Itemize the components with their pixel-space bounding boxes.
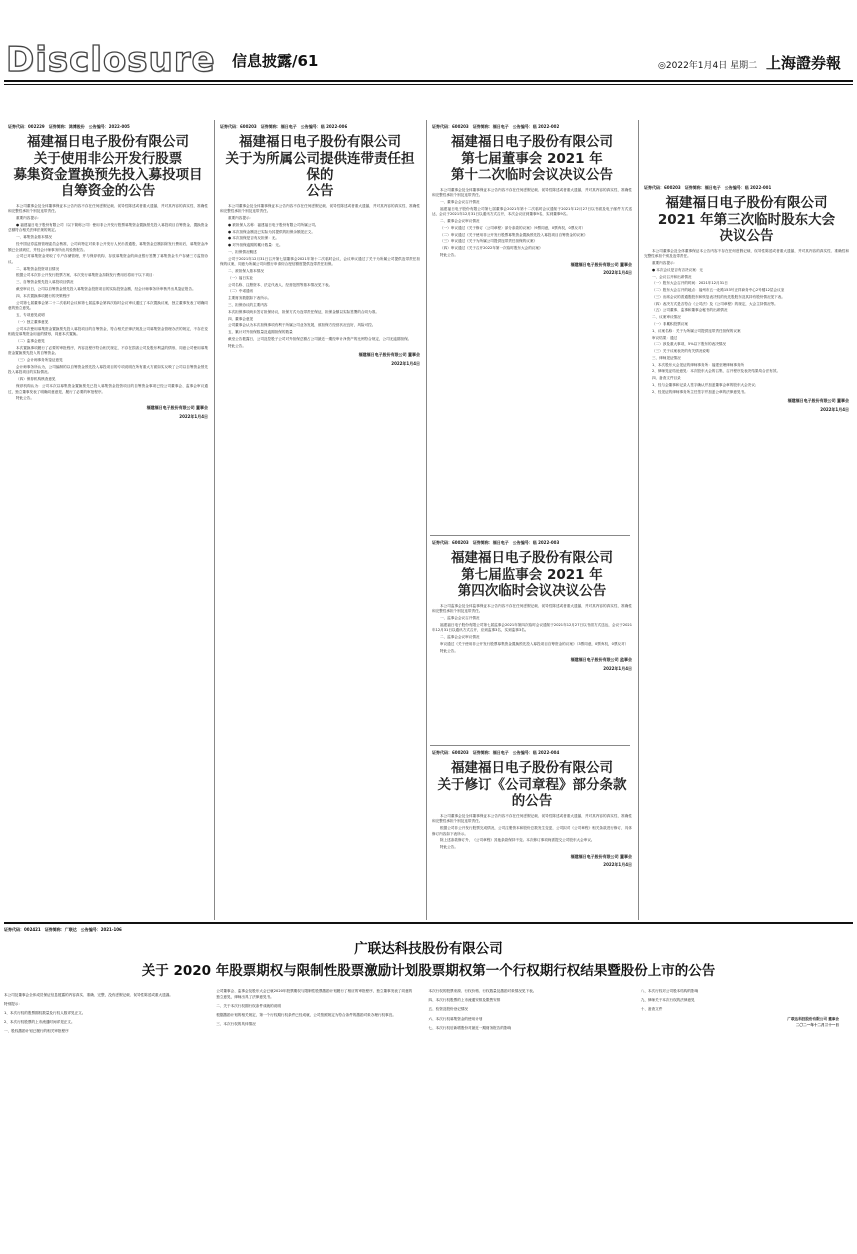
paragraph: 二、关于本次行权期行权条件成就的说明 (216, 1003, 281, 1008)
notice-meta: 证券代码：600203 证券简称：福日电子 公告编号：临 2022-002 (432, 124, 560, 129)
paragraph: （一）非累积投票议案 (652, 322, 688, 326)
paragraph: 本次置换事项履行了必要的审批程序，内容及程序符合相关规定，不存在损害公司及股东利益的情形，同意公司使用募集资金置换预先投入的自筹资金。 (8, 345, 208, 356)
paragraph: 五、累计对外担保数量及逾期担保的数量 (228, 330, 293, 335)
paragraph: ● 本次会议是否有否决议案：无 (652, 267, 703, 272)
notice-company: 福建福日电子股份有限公司 (239, 133, 401, 150)
notice-body (220, 204, 420, 350)
paragraph: 六、本次行权募集资金的使用计划 (428, 1016, 483, 1021)
notice-signature: 福建福日电子股份有限公司 董事会 (570, 853, 632, 859)
paragraph: 十、备查文件 (640, 1007, 663, 1012)
notice-stock-option-exercise (4, 927, 853, 1249)
paragraph: 公司本次使用募集资金置换预先投入募投项目的自筹资金，符合相关法律法规及公司募集资金管理办法的规定，不存在变相改变募集资金用途的情形，同意本次置换。 (8, 326, 208, 337)
notice-signature: 福建福日电子股份有限公司 董事会 (787, 398, 849, 404)
title-line: 第七届监事会 2021 年 (461, 566, 603, 583)
paragraph: （一）股东大会召开的时间：2021年12月31日 (652, 281, 728, 286)
paragraph: 本公司董事会及全体董事保证本公告内容不存在任何虚假记载、误导性陈述或者重大遗漏，并对其内容的真实性、准确性和完整性承担个别及连带责任。 (8, 203, 208, 214)
paragraph: 会计师事务所认为，公司编制的以自筹资金预先投入募投项目的专项说明在所有重大方面如实反映了公司以自筹资金预先投入募投项目的实际情况。 (8, 364, 208, 375)
title-line: 关于修订《公司章程》部分条款的公告 (437, 776, 627, 809)
notice-title (432, 151, 632, 183)
paragraph: 特别提示： (4, 1001, 22, 1006)
paragraph: 特此公告。 (440, 253, 458, 258)
notice-date: 二〇二一年十二月三十一日 (795, 1022, 839, 1027)
title-line: 第四次临时会议决议公告 (457, 582, 607, 599)
notice-meta: 证券代码：600203 证券简称：福日电子 公告编号：临 2022-006 (220, 124, 348, 129)
paragraph: 八、本次行权对公司股本结构的影响 (640, 989, 699, 993)
paragraph: 审议通过《关于使用非公开发行股票募集资金置换预先投入募投项目自筹资金的议案》（3票同意，0票弃权，0票反对） (440, 641, 629, 646)
paragraph: 特此公告。 (440, 648, 458, 653)
paragraph: （四）表决方式是否符合《公司法》及《公司章程》的规定，大会主持情况等。 (652, 301, 778, 306)
paragraph: 三、担保协议的主要内容 (228, 302, 268, 307)
paragraph: 主要财务数据如下表所示。 (228, 296, 272, 301)
notice-body (432, 604, 632, 655)
paragraph: 经中国证券监督管理委员会核准，公司向特定对象非公开发行人民币普通股，募集资金总额扣除发行费用后，募集资金净额已全部到位，并经会计师事务所出具验资报告。 (8, 241, 208, 252)
notice-title (432, 567, 632, 599)
paragraph: 三、本次行权的具体情况 (216, 1022, 256, 1027)
paragraph: （二）股东大会召开的地点：福州市五一北路153号正祥商务中心2号楼12层会议室 (652, 288, 785, 293)
paragraph: 本公司董事会及全体董事保证本公告内容不存在任何虚假记载、误导性陈述或者重大遗漏，并对其内容的真实性、准确性和完整性承担个别及连带责任。 (644, 248, 849, 259)
paragraph: 本公司监事会及全体监事保证本公告内容不存在任何虚假记载、误导性陈述或者重大遗漏，并对其内容的真实性、准确性和完整性承担个别及连带责任。 (432, 603, 632, 614)
paragraph: 1、议案名称：关于为所属公司提供连带责任担保的议案 (652, 328, 741, 333)
title-line: 募集资金置换预先投入募投项目 (13, 166, 203, 183)
notice-title (220, 151, 420, 199)
column-divider (638, 120, 639, 920)
paragraph: 一、募集资金基本情况 (16, 235, 52, 240)
notice-body (432, 188, 632, 259)
notice-date: 2022年1月4日 (391, 360, 420, 366)
paragraph: 公司名称、注册资本、法定代表人、经营范围等基本情况见下表。 (228, 282, 333, 287)
paragraph: ● 对外担保逾期的累计数量：无。 (228, 243, 283, 248)
title-line: 公告 (306, 182, 334, 199)
title-line: 第七届董事会 2021 年 (461, 150, 603, 167)
paragraph: 截至公告披露日，公司及控股子公司对外担保总额占公司最近一期经审计净资产的比例符合规定，公司无逾期担保。 (228, 336, 412, 341)
paragraph: 五、专项意见说明 (16, 312, 45, 317)
paragraph: 三、自筹资金预先投入募投项目情况 (16, 280, 74, 285)
notice-date: 2022年1月4日 (603, 665, 632, 671)
bottom-section-rule (4, 922, 853, 924)
paragraph: 公司董事会认为本次担保事项有利于所属公司业务发展，被担保方经营状况良好，风险可控。 (228, 323, 376, 328)
paragraph: 公司董事会、监事会及股东大会已就2020年股票期权与限制性股票激励计划履行了相应的审批程序，独立董事发表了同意的独立意见，律师出具了法律意见书。 (216, 989, 413, 999)
notice-meta: 证券代码：002421 证券简称：广联达 公告编号：2021-106 (4, 927, 122, 932)
paragraph: 一、董事会会议召开情况 (440, 199, 480, 204)
paragraph: 二、募集资金投资项目情况 (16, 266, 60, 271)
paragraph: 本公司及董事会全体成员保证信息披露的内容真实、准确、完整，没有虚假记载、误导性陈述或重大遗漏。 (4, 992, 173, 997)
notice-company: 福建福日电子股份有限公司 (451, 759, 613, 776)
title-line: 决议公告 (719, 227, 774, 244)
paragraph: 特此公告。 (440, 845, 458, 850)
title-line: 2021 年第三次临时股东大会 (657, 211, 836, 228)
notice-body-columns (4, 989, 839, 1244)
header-rule-thin (4, 84, 853, 85)
notice-company: 福建福日电子股份有限公司 (451, 549, 613, 566)
paragraph: ● 被担保人名称：福建福日电子股份有限公司所属公司。 (228, 222, 319, 227)
paragraph: 三、律师见证情况 (652, 355, 681, 360)
notice-title (8, 151, 208, 199)
paragraph: 五、验资及股份登记情况 (428, 1007, 469, 1012)
masthead (0, 0, 857, 100)
paragraph: 特此公告。 (16, 396, 34, 401)
notice-date: 2022年1月4日 (603, 862, 632, 868)
paragraph: （三）关于议案表决的有关情况说明 (652, 349, 710, 354)
issue-info (658, 52, 841, 73)
title-line: 自筹资金的公告 (60, 182, 156, 199)
notice-date: 2022年1月4日 (179, 413, 208, 419)
notice-articles-amendment (432, 750, 632, 918)
section-divider (430, 535, 630, 536)
paper-name: 上海證券報 (765, 54, 841, 72)
paragraph: 1、本次股东大会见证的律师事务所：福建至理律师事务所 (652, 362, 745, 367)
notice-date: 2022年1月4日 (820, 407, 849, 412)
paragraph: 本公司董事会及全体董事保证本公告内容不存在任何虚假记载、误导性陈述或者重大遗漏，并对其内容的真实性、准确性和完整性承担个别及连带责任。 (432, 813, 632, 824)
paragraph: （二）监事会意见 (16, 338, 45, 343)
paragraph: （三）出席会议的普通股股东和恢复表决权的优先股股东及其持有股份情况见下表。 (652, 294, 785, 299)
notice-signature: 福建福日电子股份有限公司 董事会 (358, 352, 420, 358)
paragraph: 除上述条款修订外，《公司章程》其他条款保持不变。本次修订事项尚需提交公司股东大会审议。 (440, 838, 595, 843)
paragraph: ● 福建福日电子股份有限公司（以下简称公司）使用非公开发行股票募集资金置换预先投入募投项目自筹资金，置换资金总额符合相关法律法规的规定。 (8, 222, 208, 233)
notice-signature: 福建福日电子股份有限公司 董事会 (146, 404, 208, 410)
notice-body (8, 204, 208, 402)
paragraph: 二、监事会会议审议情况 (440, 635, 480, 640)
paragraph: 本公司董事会及全体董事保证本公告内容不存在任何虚假记载、误导性陈述或者重大遗漏，并对其内容的真实性、准确性和完整性承担个别及连带责任。 (432, 187, 632, 198)
notice-guarantee (220, 124, 420, 919)
title-line: 关于为所属公司提供连带责任担保的 (225, 150, 415, 183)
paragraph: 本次行权的股票来源、行权价格、行权数量及激励对象情况见下表。 (428, 989, 537, 993)
notice-title: 关于 2020 年股票期权与限制性股票激励计划股票期权第一个行权期行权结果暨股份上市的公告 (141, 963, 716, 979)
brand-logo: Disclosure (6, 40, 216, 80)
paragraph: （五）公司董事、监事和董事会秘书的出席情况 (652, 308, 728, 313)
header-rule (4, 80, 853, 82)
paragraph: （二）审议通过《关于使用非公开发行股票募集资金置换预先投入募投项目自筹资金的议案》 (440, 232, 588, 237)
paragraph: 公司已对募集资金采取了专户存储管理，并与保荐机构、存放募集资金的商业银行签署了募集资金专户存储三方监管协议。 (8, 254, 208, 264)
paragraph: 一、监事会会议召开情况 (440, 615, 480, 620)
notice-supervisory-resolution (432, 540, 632, 740)
paragraph: 2、律师见证结论意见：本次股东大会的召集、召开程序及表决结果均合法有效。 (652, 369, 781, 374)
paragraph: 根据公司本次非公开发行股票方案，本次发行募集资金扣除发行费用后将用于以下项目： (16, 273, 157, 278)
notice-meta: 证券代码：600203 证券简称：福日电子 公告编号：临 2022-004 (432, 750, 560, 755)
paragraph: 1、本次行权的股票期权数量及行权人数详见正文。 (4, 1010, 86, 1015)
paragraph: （一）福日实业 (228, 275, 254, 280)
paragraph: 一、会议召开和出席情况 (652, 274, 692, 279)
paragraph: 根据公司非公开发行股票完成情况，公司注册资本和股份总数发生变更，公司拟对《公司章程》相关条款进行修订，具体修订内容如下表所示。 (432, 825, 632, 836)
paragraph: （三）审议通过《关于为所属公司提供连带责任担保的议案》 (440, 239, 538, 244)
paragraph: ● 本次担保是否有反担保：无。 (228, 236, 279, 241)
paragraph: 重要内容提示： (228, 215, 254, 220)
paragraph: （四）审议通过《关于召开2022年第一次临时股东大会的议案》 (440, 246, 543, 251)
section-title: 信息披露/61 (232, 52, 319, 70)
title-line: 关于使用非公开发行股票 (33, 150, 183, 167)
paragraph: 公司于2021年12月31日召开第七届董事会2021年第十二次临时会议，会议审议通过了关于为所属公司提供连带责任担保的议案，同意为所属公司向银行申请综合授信额度提供连带责任担保。 (220, 256, 420, 267)
paragraph: 本公司董事会及全体董事保证本公告内容不存在任何虚假记载、误导性陈述或者重大遗漏，并对其内容的真实性、准确性和完整性承担个别及连带责任。 (220, 203, 420, 214)
notice-company: 广联达科技股份有限公司 (354, 941, 503, 957)
paragraph: 二、董事会会议审议情况 (440, 219, 480, 224)
paragraph: 二、议案审议情况 (652, 315, 681, 320)
notice-shareholder-meeting (644, 185, 849, 918)
paragraph: 四、董事会意见 (228, 316, 254, 321)
paragraph: 2、经见证的律师事务所主任签字并加盖公章的法律意见书。 (652, 389, 748, 394)
column-divider (214, 120, 215, 920)
paragraph: 1、经与会董事和记录人签字确认并加盖董事会章的股东大会决议； (652, 383, 759, 388)
paragraph: 特此公告。 (228, 343, 246, 348)
notice-date: 2022年1月4日 (603, 270, 632, 276)
notice-company: 福建福日电子股份有限公司 (451, 133, 613, 150)
paragraph: 福建福日电子股份有限公司第七届监事会2021年第四次临时会议通知于2021年12月27日以书面方式送达，会议于2021年12月31日以通讯方式召开，应到监事3名，实到监事3名。 (432, 622, 632, 633)
notice-meta: 证券代码：600203 证券简称：福日电子 公告编号：临 2022-003 (432, 540, 560, 545)
paragraph: （二）中诺通讯 (228, 289, 254, 294)
column-divider (426, 120, 427, 920)
paragraph: （一）审议通过《关于修订〈公司章程〉部分条款的议案》（9票同意，0票弃权，0票反对） (440, 225, 586, 230)
paragraph: （四）保荐机构核查意见 (16, 377, 56, 382)
notice-proceeds-replacement (8, 124, 208, 919)
paragraph: 重要内容提示： (16, 215, 42, 220)
notice-title (644, 212, 849, 244)
issue-date: ◎2022年1月4日 星期二 (658, 61, 758, 71)
notice-company: 福建福日电子股份有限公司 (665, 194, 828, 211)
notice-body (644, 249, 849, 396)
paragraph: 四、本次行权股票的上市流通安排及限售安排 (428, 998, 501, 1003)
notice-meta: 证券代码：002229 证券简称：鸿博股份 公告编号：2022-005 (8, 124, 130, 129)
notice-signature: 福建福日电子股份有限公司 董事会 (570, 261, 632, 267)
notice-company: 福建福日电子股份有限公司 (27, 133, 189, 150)
paragraph: 四、本次置换事项履行的决策程序 (16, 293, 70, 298)
notice-meta: 证券代码：600203 证券简称：福日电子 公告编号：临 2022-001 (644, 185, 772, 190)
paragraph: 福建福日电子股份有限公司第七届董事会2021年第十二次临时会议通知于2021年12月27日以书面及电子邮件方式送达，会议于2021年12月31日以通讯方式召开，本次会议应到董事9名，实到董事9名。 (432, 206, 632, 217)
paragraph: 九、律师关于本次行权的法律意见 (640, 998, 695, 1003)
paragraph: ● 本次担保金额及已实际为其提供的担保余额见正文。 (228, 229, 315, 234)
notice-board-resolution (432, 124, 632, 529)
paragraph: 二、被担保人基本情况 (228, 269, 264, 274)
paragraph: 本次担保事项尚未签订担保协议，担保方式为连带责任保证，担保金额以实际签署的合同为准。 (228, 309, 379, 314)
notice-body (432, 814, 632, 851)
notice-signature: 广联达科技股份有限公司 董事会 (787, 1016, 839, 1021)
paragraph: 七、本次行权后新增股份对最近一期财务报告的影响 (428, 1025, 512, 1030)
paragraph: 2、本次行权股票的上市流通时间详见正文。 (4, 1020, 75, 1025)
paragraph: 一、担保情况概述 (228, 249, 257, 254)
notice-signature: 福建福日电子股份有限公司 监事会 (570, 657, 632, 663)
paragraph: （二）涉及重大事项，5%以下股东的表决情况 (652, 342, 726, 347)
paragraph: 重要内容提示： (652, 260, 678, 265)
paragraph: 审议结果：通过 (652, 335, 678, 340)
paragraph: （三）会计师事务所鉴证意见 (16, 358, 63, 363)
paragraph: 四、备查文件目录 (652, 376, 681, 381)
paragraph: 截至审议日，公司以自筹资金预先投入募集资金投资项目的实际投资金额，经会计师事务所审核并出具鉴证报告。 (16, 287, 196, 291)
notice-title (432, 777, 632, 809)
paragraph: 根据激励计划的相关规定，第一个行权期行权条件已经成就，公司按照规定为符合条件的激励对象办理行权事宜。 (216, 1012, 396, 1017)
section-divider (430, 745, 630, 746)
paragraph: 保荐机构认为：公司本次以募集资金置换预先已投入募集资金投资项目的自筹资金事项已经公司董事会、监事会审议通过，独立董事发表了明确同意意见，履行了必要的审批程序。 (8, 383, 208, 394)
paragraph: （一）独立董事意见 (16, 319, 49, 324)
paragraph: 公司第七届董事会第二十二次临时会议和第七届监事会第四次临时会议审议通过了本次置换议案，独立董事发表了明确同意的独立意见。 (8, 300, 208, 311)
title-line: 第十二次临时会议决议公告 (451, 166, 613, 183)
paragraph: 一、股权激励计划已履行的相关审批程序 (4, 1029, 69, 1034)
